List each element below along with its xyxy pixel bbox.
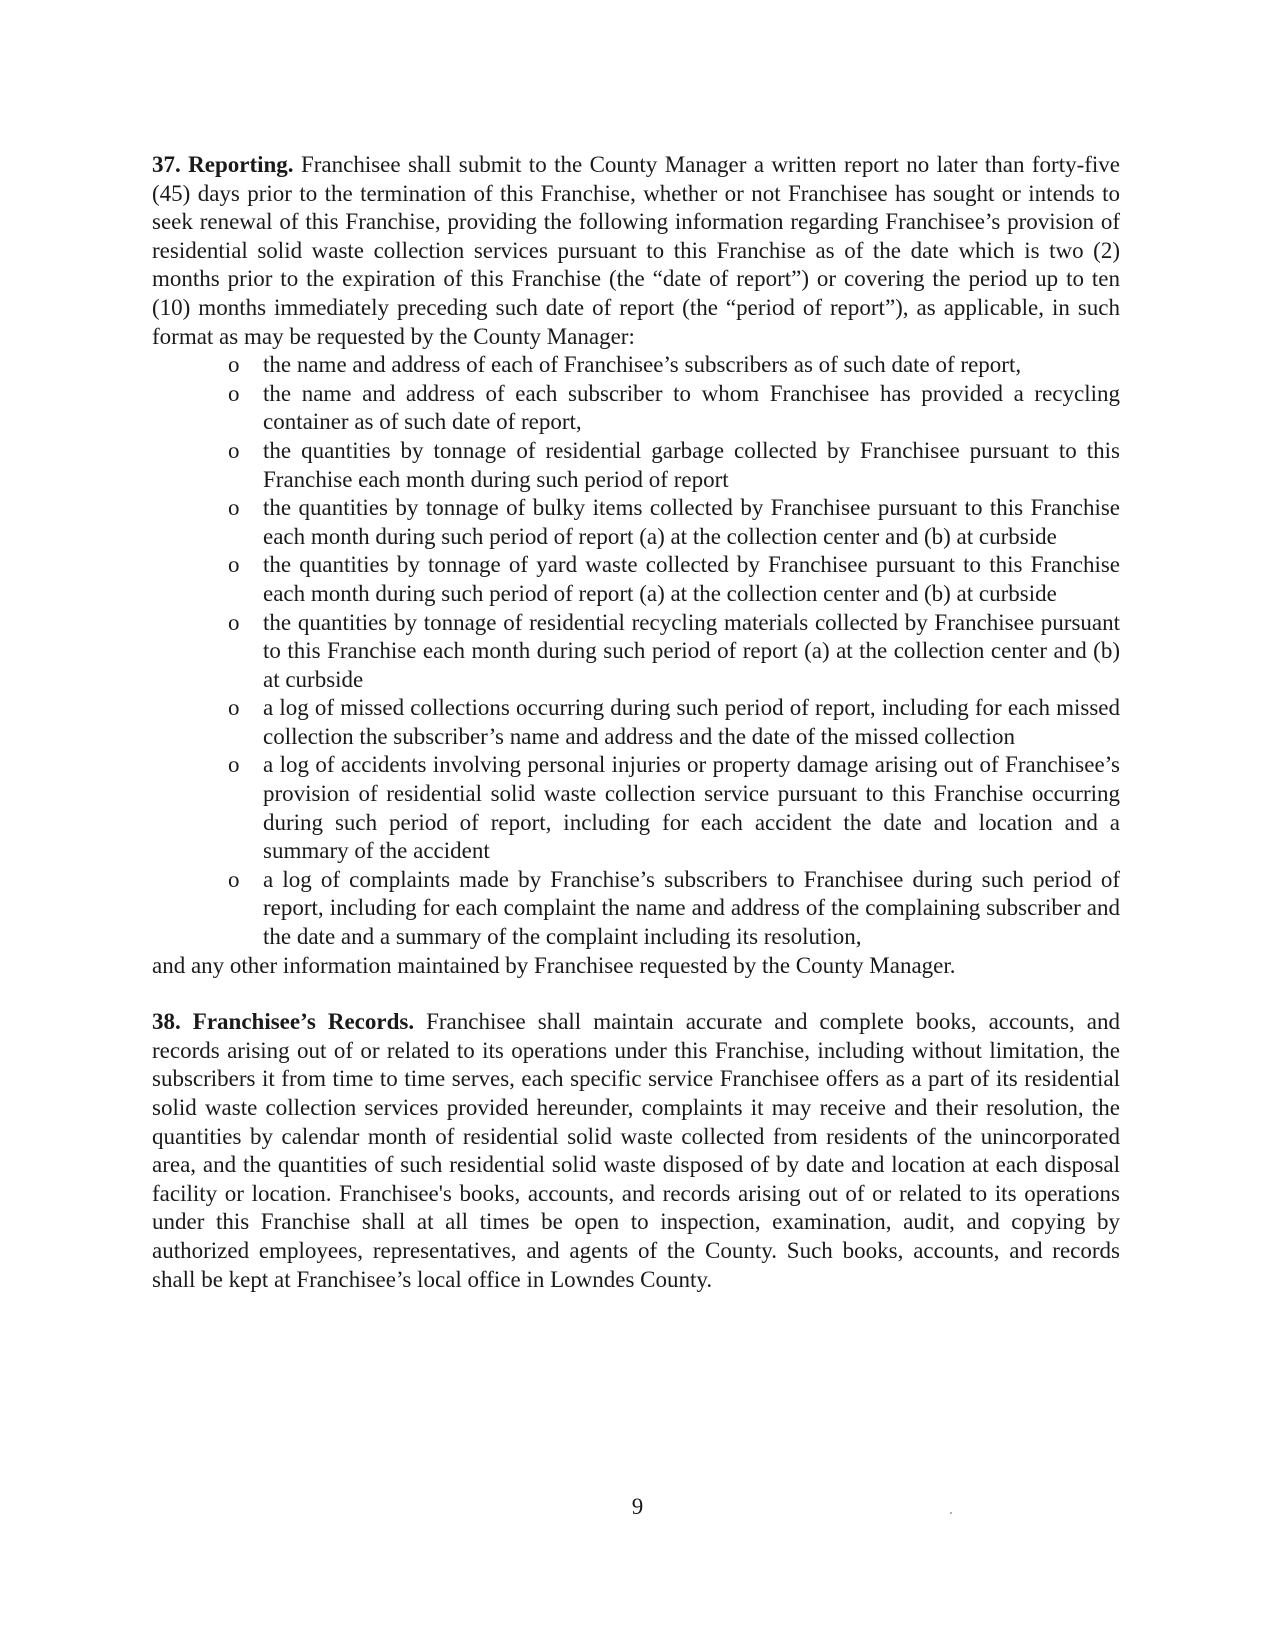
bullet-marker: o <box>228 695 240 721</box>
paragraph-spacer <box>152 980 1120 1008</box>
section-38-body: Franchisee shall maintain accurate and complete books, accounts, and records arising out of or related to its operations under this Franchise, including without limitation, the subscribers it from time to time serves, each specific service Franchisee offers as a part of its residential solid waste collection services provided hereunder, complaints it may receive and their resolution, the quantities by calendar month of residential solid waste collected from residents of the unincorporated area, and the quantities of such residential solid waste disposed of by date and location at each disposal facility or location. Franchisee's books, accounts, and records arising out of or related to its operations under this Franchise shall at all times be open to inspection, examination, audit, and copying by authorized employees, representatives, and agents of the County. Such books, accounts, and records shall be kept at Franchisee’s local office in Lowndes County. <box>152 1009 1121 1292</box>
list-item-text: the quantities by tonnage of yard waste collected by Franchisee pursuant to this Franchise each month during such period of report (a) at the collection center and (b) at curbside <box>263 552 1120 606</box>
list-item <box>228 609 1120 695</box>
bullet-marker: o <box>228 752 240 778</box>
bullet-marker: o <box>228 352 240 378</box>
document-page <box>152 151 1120 1294</box>
bullet-marker: o <box>228 495 240 521</box>
list-item <box>228 380 1120 437</box>
list-item-text: the quantities by tonnage of residential garbage collected by Franchisee pursuant to this Franchise each month during such period of report <box>263 437 1120 492</box>
list-item-text: a log of missed collections occurring during such period of report, including for each missed collection the subscriber’s name and address and the date of the missed collection <box>263 695 1120 749</box>
bullet-marker: o <box>228 380 240 406</box>
list-item-text: a log of accidents involving personal injuries or property damage arising out of Franchisee’s provision of residential solid waste collection service pursuant to this Franchise occurring during such period of report, including for each accident the date and location and a summary of the accident <box>263 752 1120 864</box>
section-reporting <box>152 151 1120 980</box>
section-38-paragraph <box>152 1008 1120 1294</box>
report-items-list <box>152 351 1120 951</box>
bullet-marker: o <box>228 866 240 892</box>
list-item-text: the quantities by tonnage of residential recycling materials collected by Franchisee pursuant to this Franchise each month during such period of report (a) at the collection center and (b) at curbside <box>263 609 1120 692</box>
list-item-text: a log of complaints made by Franchise’s subscribers to Franchisee during such period of report, including for each complaint the name and address of the complaining subscriber and the date and a summary of the complaint including its resolution, <box>263 866 1120 950</box>
list-item-text: the quantities by tonnage of bulky items collected by Franchisee pursuant to this Franchise each month during such period of report (a) at the collection center and (b) at curbside <box>263 495 1120 549</box>
section-37-intro: Franchisee shall submit to the County Manager a written report no later than forty-five (45) days prior to the termination of this Franchise, whether or not Franchisee has sought or intends to seek renewal of this Franchise, providing the following information regarding Franchisee’s provision of residential solid waste collection services pursuant to this Franchise as of the date which is two (2) months prior to the expiration of this Franchise (the “date of report”) or covering the period up to ten (10) months immediately preceding such date of report (the “period of report”), as applicable, in such format as may be requested by the County Manager: <box>152 152 1120 349</box>
bullet-marker: o <box>228 552 240 578</box>
list-item <box>228 494 1120 551</box>
section-franchisee-records <box>152 1008 1120 1294</box>
list-item-text: the name and address of each of Franchisee’s subscribers as of such date of report, <box>263 352 1022 378</box>
bullet-marker: o <box>228 609 240 635</box>
section-37-heading: 37. Reporting. <box>152 152 294 177</box>
section-38-heading: 38. Franchisee’s Records. <box>152 1009 415 1035</box>
page-number: 9 <box>631 1494 644 1519</box>
list-item <box>228 866 1120 952</box>
list-item <box>228 751 1120 865</box>
list-item-text: the name and address of each subscriber to whom Franchisee has provided a recycling container as of such date of report, <box>263 380 1120 435</box>
bullet-marker: o <box>228 437 240 463</box>
list-item <box>228 437 1120 494</box>
section-37-paragraph <box>152 151 1120 351</box>
section-37-trailer: and any other information maintained by Franchisee requested by the County Manager. <box>152 952 956 978</box>
list-item <box>228 694 1120 751</box>
scan-speck <box>950 1512 952 1514</box>
list-item <box>228 351 1120 380</box>
list-item <box>228 551 1120 608</box>
